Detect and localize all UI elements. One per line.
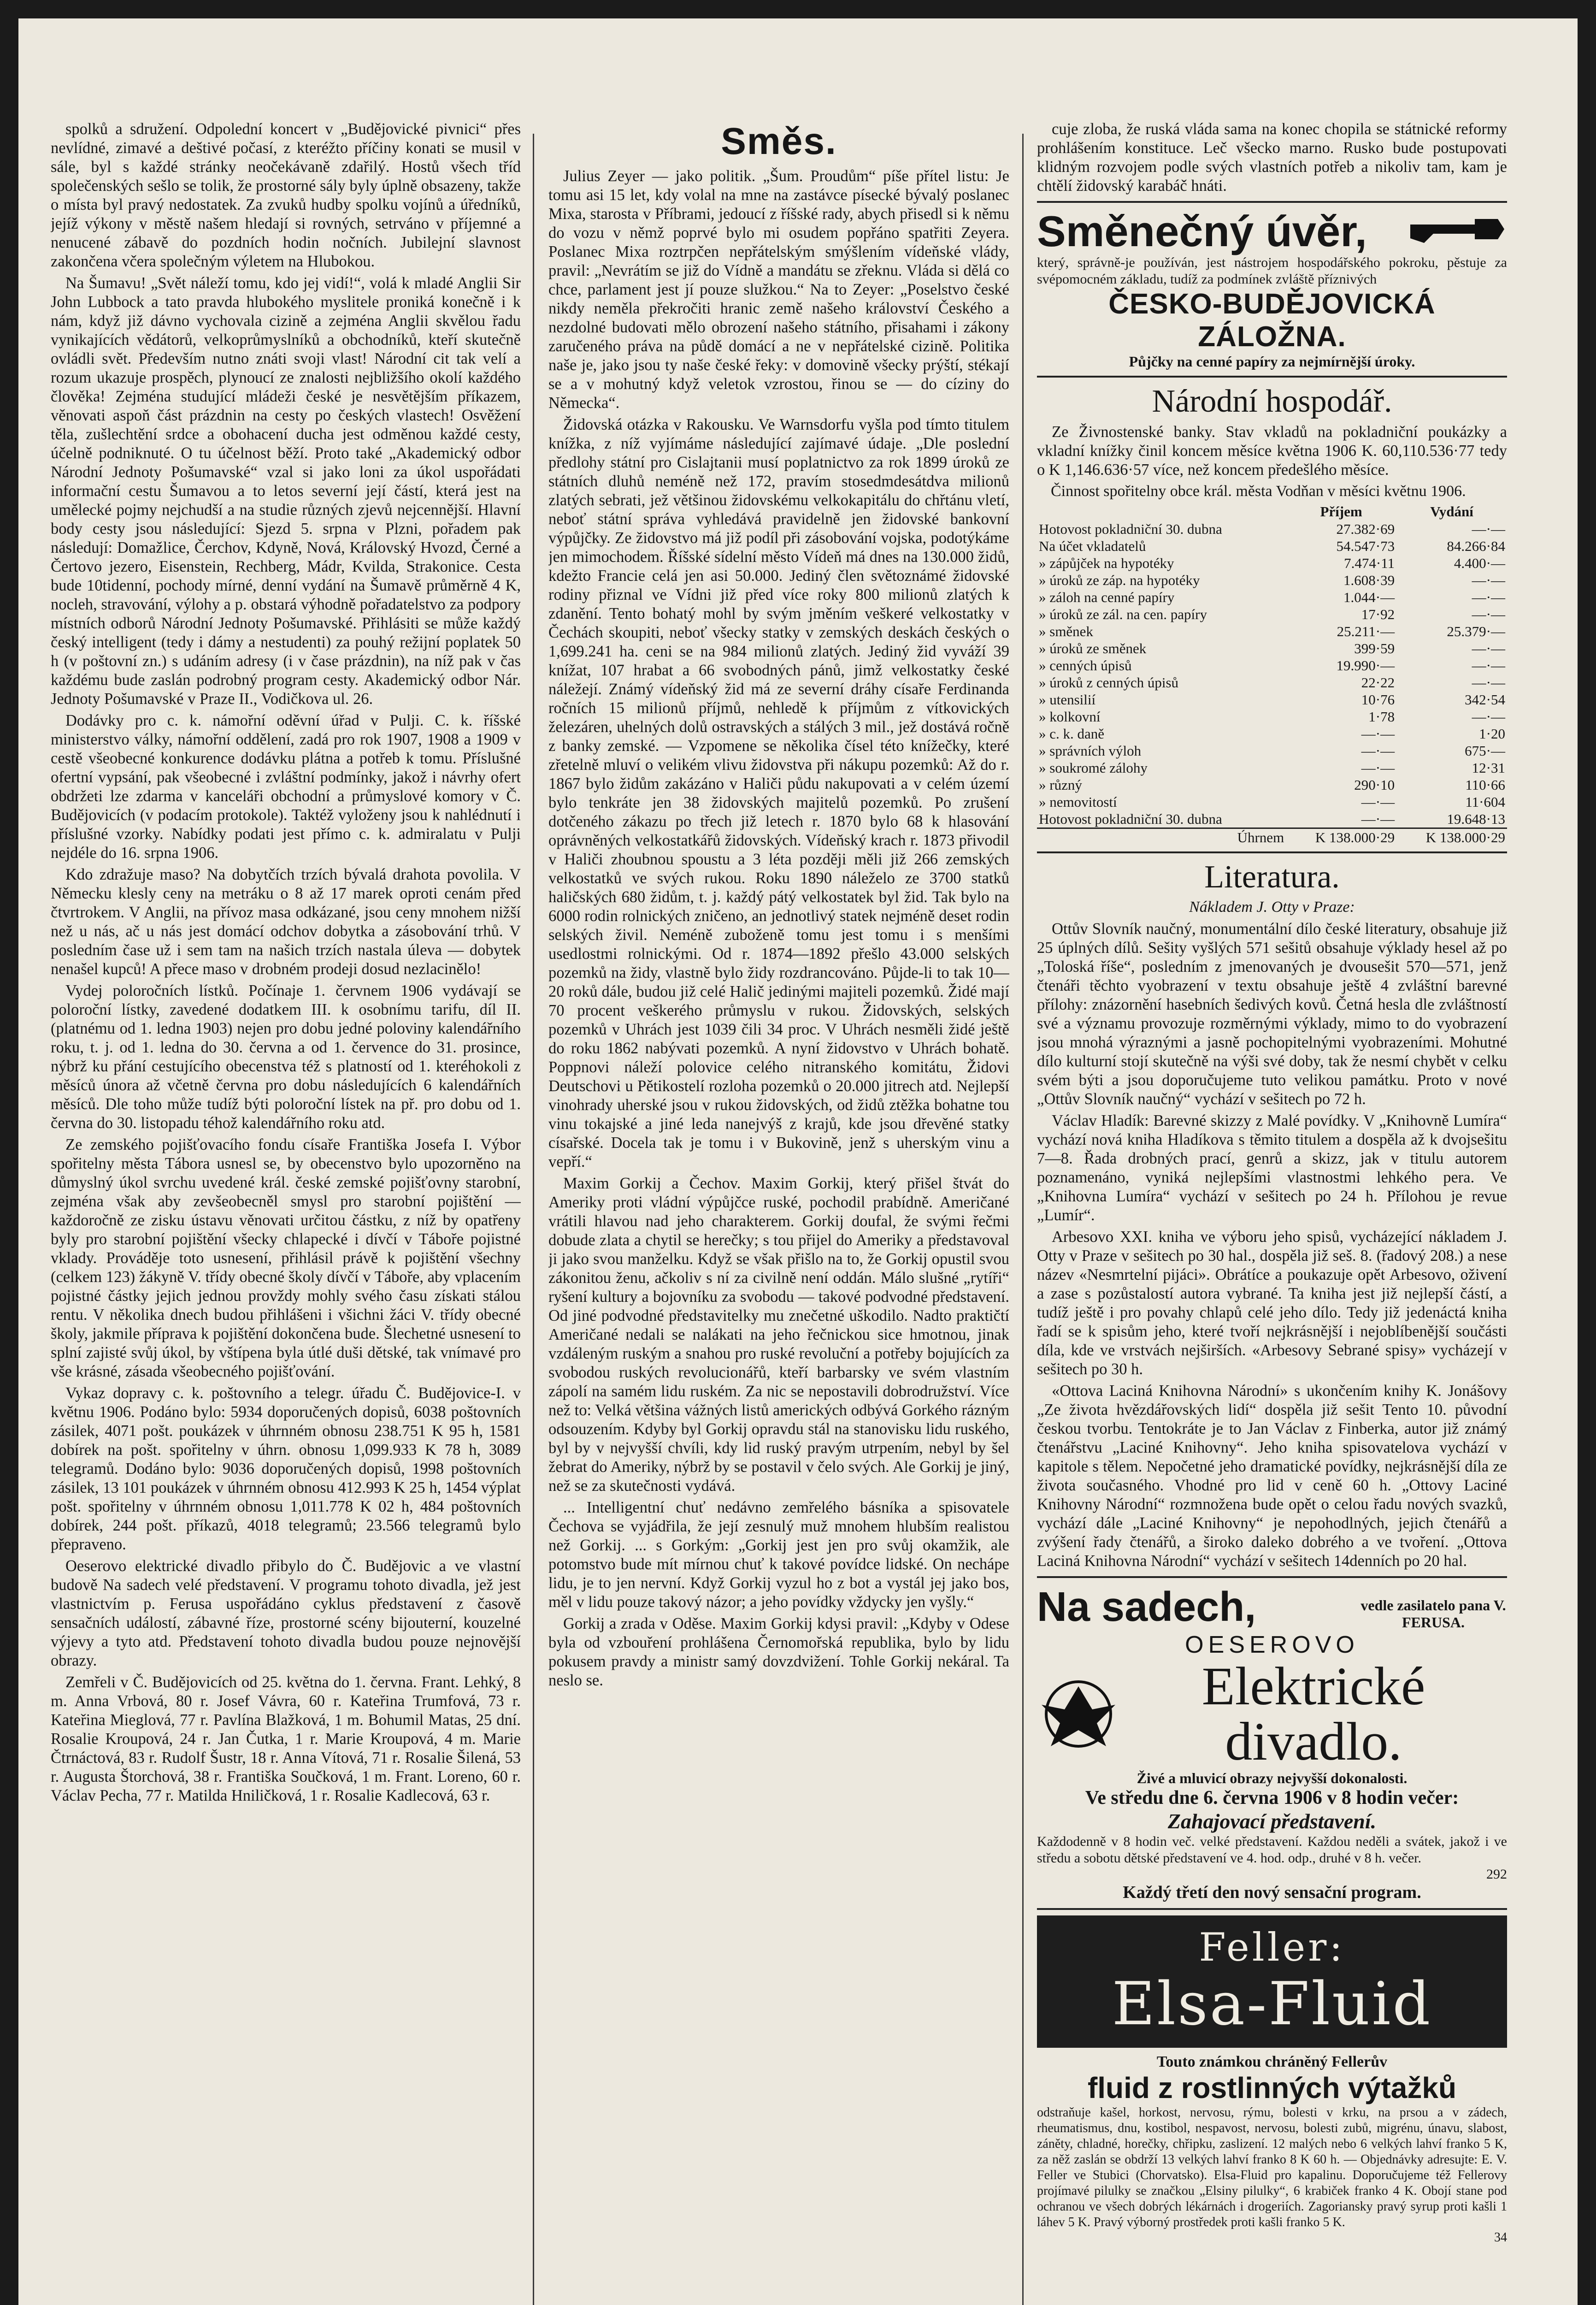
savings-table [1037,502,1507,846]
column-smes [548,120,1009,2305]
article-paragraph: «Ottova Laciná Knihovna Národní» s ukončením knihy K. Jonášovy „Ze života hvězdářovských lidí“ dospěla již sešit Tento 10. původní českou tvorbu. Tentokráte je to Jan Václav z Finberka, autor již známý čtenářstvu „Laciné Knihovny“. Jeho kniha spisovatelova vychází v kapitole s tělem. Nepočetné jeho dramatické povídky, nejkrásnější díla ze života současného. Vhodné pro lid v ceně 60 h. „Ottovy Laciné Knihovny Národní“ rozmnožena bude opět o celou řadu nových svazků, vychází dále „Laciné Knihovny“ je nepohodlných, jejich čtenářů a zvýšení řady čtenářů, a široko daleko dobrého a ve tvoření. „Ottova Laciná Knihovna Národní“ vychází v sešitech 14denních po 20 hal. [1037,1382,1507,1570]
article-paragraph: Julius Zeyer — jako politik. „Šum. Proudům“ píše přítel listu: Je tomu asi 15 let, kdy volal na mne na zastávce písecké bývalý poslanec Mixa, starosta v Příbrami, jedoucí z říšské rady, abych přisedl si k němu do vozu v němž poprvé bylo mi osudem popřáno spatřiti Zeyera. Poslanec Mixa roztrpčen nepřátelským smýšlením vídeňské vlády, pravil: „Nevrátím se již do Vídně a mandátu se zřeknu. Vláda si dělá co chce, parlament jest jí pouze služkou.“ Na to Zeyer: „Poselstvo české nikdy neměla překročiti hranic země našeho království Českého a nezdolné budovati mělo obrození našeho státního, přisahami i zákony zaručeného práva na půdě domácí a ne v nepřátelské cizině. Politika naše je, jako jsou ty naše české řeky: v domovině všecky prýští, stékají se a v mohutný když veletok vzrostou, řinou se — do cíziny do Německa“. [548,167,1009,412]
article-paragraph: Vykaz dopravy c. k. poštovního a telegr. úřadu Č. Budějovice-I. v květnu 1906. Podáno bylo: 5934 doporučených dopisů, 6038 poštovních zásilek, 4071 pošt. poukázek v úhrnném obnosu 238.751 K 95 h, 1581 dobírek na pošt. spořitelny v úhrn. obnosu 1,099.933 K 78 h, 3089 telegramů. Dodáno bylo: 9036 doporučených dopisů, 1998 poštovních zásilek, 13 101 poukázek v úhrnném obnosu 412.993 K 25 h, 1454 výplat pošt. spořitelny v úhrnném obnosu 1,011.778 K 02 h, 484 poštovních dobírek, 244 pošt. příkazů, 4018 telegramů; 23.566 telegramů bylo přepraveno. [51,1384,521,1553]
table-row: » zápůjček na hypotéky 7.474·11 4.400·— [1039,555,1505,571]
elsa-protected: Touto známkou chráněný Fellerův [1156,2053,1388,2070]
ad-headline: Směnečný úvěr, [1037,207,1367,255]
article-paragraph: Oeserovo elektrické divadlo přibylo do Č. Budějovic a ve vlastní budově Na sadech velé představení. V programu tohoto divadla, jež jest vlastnictvím p. Ferusa uspořádáno cyklus představení z časově sensačních událostí, zábavné říze, prostorné scény bijouterní, kouzelné výjevy a tyto atd. Představení tohoto divadla budou pouze nejnovější obrazy. [51,1557,521,1669]
article-paragraph: Gorkij a zrada v Oděse. Maxim Gorkij kdysi pravil: „Kdyby v Odese byla od vzbouření prohlášena Černomořská republika, bylo by lidu pokusem pravdy a ministr samý dovzdvižení. Tohle Gorkij nekáral. Ta neslo se. [548,1615,1009,1689]
article-paragraph: Vydej poloročních lístků. Počínaje 1. červnem 1906 vydávají se poloroční lístky, zavedené dodatkem III. k osobnímu tarifu, díl II. (platnému od 1. ledna 1903) nejen pro dobu jedné poloviny kalendářního roku, t. j. od 1. ledna do 30. června a od 1. července do 31. prosince, nýbrž ku přání cestujícího obecenstva též s platností od 1. kteréhokoli z měsíců února až včetně června pro dobu následujících 6 kalendářních měsíců. Dle toho může tudíž býti poloroční lístek na př. pro dobu od 1. června do 30. listopadu téhož kalendářního roku atd. [51,982,521,1132]
credit-advertisement [1037,208,1507,370]
table-row: » správních výloh —·— 675·— [1039,743,1505,759]
theater-tagline: Živé a mluvicí obrazy nejvyšší dokonalosti. [1137,1770,1408,1786]
ad-number: 292 [1486,1867,1507,1882]
elsa-brand: Feller: [1199,1925,1345,1970]
elsa-fluid-advertisement [1037,1915,1507,2245]
table-heading: Činnost spořitelny obce král. města Vodňan v měsíci květnu 1906. [1051,483,1466,500]
theater-opening: Zahajovací představení. [1167,1809,1377,1833]
bank-name: ČESKO-BUDĚJOVICKÁ ZÁLOŽNA. [1108,288,1436,353]
theater-advertisement [1037,1584,1507,1903]
pointing-hand-icon [1406,211,1507,252]
table-row: » úroků ze směnek 399·59 —·— [1039,640,1505,656]
table-row: » utensilií 10·76 342·54 [1039,692,1505,708]
theater-body: Každodenně v 8 hodin več. velké představení. Každou neděli a svátek, jakož i ve středu a sobotu dětské představení ve 4. hod. odp., druhé v 8 h. večer. [1037,1834,1507,1866]
table-row: » různý 290·10 110·66 [1039,777,1505,793]
article-paragraph: Ze zemského pojišťovacího fondu císaře Františka Josefa I. Výbor spořitelny města Tábora usnesl se, by obecenstvo bylo upozorněno na důmyslný úkol svrchu uvedené král. české zemské pojišťovny starobní, zejména však aby zevšeobecněl smysl pro starobní pojištění — každoročně ze zisku ústavu věnovati určitou částku, z níž by opatřeny byly pro starobní pojištění všecky chlapecké i dívčí v Táboře pojistné vklady. Prováděje toto usnesení, přihlásil právě k pojištění všechny (celkem 123) žákyně V. třídy obecné školy dívčí v Táboře, aby vplacením pojistné částky jejich jednou provždy mohly svého času získati stálou rentu. V několika dnech budou přihlášeni i všichni žáci V. třídy obecné školy, jakmile příprava k pojištění dokončena bude. Šlechetné usnesení to splní zajisté svůj úkol, by vštípena byla útlé duši dětské, tak vnímavé pro vše krásné, zásada všeobecného pojišťování. [51,1136,521,1380]
column-rule [1022,134,1024,2305]
column-header: Příjem [1320,503,1362,520]
ad-number: 34 [1494,2230,1507,2245]
ad-sender: vedle zasilatelo pana V. FERUSA. [1360,1597,1506,1631]
article-paragraph: Zemřeli v Č. Budějovicích od 25. května do 1. června. Frant. Lehký, 8 m. Anna Vrbová, 80 r. Josef Vávra, 60 r. Kateřina Trumfová, 73 r. Kateřina Mieglová, 77 r. Pavlína Blažková, 1 m. Bohumil Matas, 25 dní. Rosalie Kroupová, 24 r. Jan Čutka, 1 r. Marie Kroupová, 4 m. Marie Čtrnáctová, 83 r. Rudolf Šustr, 18 r. Anna Vítová, 71 r. Rosalie Šilená, 53 r. Augusta Štorchová, 38 r. Františka Součková, 1 m. Frant. Loreno, 60 r. Václav Pecha, 77 r. Matilda Hniličková, 1 r. Rosalie Kadlecová, 63 r. [51,1673,521,1804]
article-paragraph: ... Intelligentní chuť nedávno zemřelého básníka a spisovatele Čechova se vyjádřila, že její zesnulý muž mnohem hlubším realistou než Gorkij. ... s Gorkým: „Gorkij jest jen pro svůj okamžik, ale potomstvo bude mít mírnou chuť k takové povídce lidské. On nechápe lidu, je to jen nervní. Když Gorkij vyzul ho z bot a vystál jej jako bos, měl v lidu pouze takový názor; a jeho povídky vždycky jen vyšly.“ [548,1499,1009,1611]
theater-footer: Každý třetí den nový sensační program. [1123,1883,1421,1902]
divider [1037,1908,1507,1910]
article-paragraph: Židovská otázka v Rakousku. Ve Warnsdorfu vyšla pod tímto titulem knížka, z níž vyjímáme následující zajímavé údaje. „Dle poslední předlohy státní pro Cislajtanii musí poplatnictvo za rok 1899 úroků ze státních dluhů neméně než 172, pravím stosedmdesátdva milionů zlatých sebrati, jež většinou židovskému velkokapitálu do chřtánu vletí, neboť státní správa vyhledává pravidelně jen židovské bankovní výpůjčky. Ze židovstvo má již podíl při zásobování vojska, podotýkáme jen mimochodem. Říšské sídelní město Vídeň má dnes na 130.000 židů, kdežto Francie celá jen asi 50.000. Jediný člen světoznámé židovské rodiny přiznal ve Vídni již před více roky 800 milionů zlatých k zdanění. Tento bohatý mohl by svým jměním veškeré velkostatky v Čechách skoupiti, neboť všecky statky v zemských deskách českých o 1,699.241 ha. ceni se na 984 milionů zlatých. Jediný žid vyváží 39 knížat, 107 hrabat a 66 svobodných pánů, jimž velkostatky české náležejí. Známý vídeňský žid má ze severní dráhy císaře Ferdinanda ročních 15 milionů příjmů, nehledě k příjmům z vítkovických železáren, uhelných dolů ostravských a stálých 3 mil., jež dostává ročně z banky zemské. — Vzpomene se několika čísel této knížečky, které zřetelně mluví o velikém vlivu židovstva při nákupu pozemků: Až do r. 1867 bylo židům zakázáno v Haliči půdu nakupovati a v celém území bylo tenkráte jen 38 židovských majitelů pozemků. Po zrušení dotčeného zákazu po třech již letech r. 1870 bylo 68 k hlasování oprávněných velkostatkářů židovských. Vídeňský krach r. 1873 přivodil v Haliči zhoubnou spoustu a 3 léta později měli již 266 zemských velkostatků ve svých rukou. Roku 1890 náleželo ze 3700 statků haličských 680 židům, t. j. každý pátý velkostatek byl žid. Tak bylo na 6000 rodin rolnických zničeno, an jednotlivý statek nejméně deset rodin selských živil. Neméně zuboženě tomu jest tomu i s menšími usedlostmi rolnickými. Od r. 1874—1892 přešlo 43.000 selských pozemků na židy, vlastně bylo židy rozdrancováno. Půjde-li to tak 10—20 roků dále, budou již celé Halič jedinými majiteli pozemků. Židé mají 70 procent veškerého průmyslu v rukou. Židovských, selských pozemků v Uhrách jest 1039 čili 34 proc. V Uhrách nesměli židé ještě do roku 1862 nabývati pozemků. A nyní židovstvo v Uhrách bohatě. Poppnovi náleží polovice celého nitranského komitátu, Židovi Deutschovi u Pětikostelí rozloha pozemků o 20.000 jitrech atd. Nejlepší vinohrady uherské jsou v rukou židovských, od židů ztěžka bohatne tou vinu tokajské a jiné leda nanejvýš z krajů, kde jsou dřevěné statky císařské. Docela tak je tomu i v Bukovině, jenž s uherským vinu a vepří.“ [548,416,1009,1170]
column-right [1037,120,1507,2305]
divider [1037,1576,1507,1578]
section-subtitle: Nákladem J. Otty v Praze: [1189,898,1355,916]
article-paragraph: Kdo zdražuje maso? Na dobytčích trzích bývalá drahota povolila. V Německu klesly ceny na metráku o 8 až 17 marek oproti cenám před čtvrtrokem. V Anglii, na přívoz masa odkázané, jsou ceny mnohem nižší než u nás, ač u nás jest domácí odchov dobytka a zásobování trhů. V posledním čase už i sem tam na našich trzích nastala úleva — dobytek nenašel kupců! A přece maso v drobném prodeji dosud nezlacinělo! [51,866,521,978]
table-total-row: Úhrnem K 138.000·29 K 138.000·29 [1037,828,1507,846]
column-local-news [51,120,521,2305]
column-header: Vydání [1430,503,1473,520]
company-name: OESEROVO [1185,1631,1359,1658]
table-row: » soukromé zálohy —·— 12·31 [1039,760,1505,776]
article-paragraph: Na Šumavu! „Svět náleží tomu, kdo jej vidí!“, volá k mladé Anglii Sir John Lubbock a tato pravda hlubokého myslitele proniká konečně i k nám, když již dávno vychovala cizině a zejména Anglii skvělou řadu vynikajících vědátorů, velkoprůmyslníků a obchodníků, kteří skutečně ovládli svět. Především nutno znáti svoji vlast! Národní cit tak velí a rozum ukazuje prospěch, plynoucí ze znalosti nejbližšího okolí každého člověka! Zejména studující mládeži české je nesvětějším příkazem, věnovati aspoň část prázdnin na cesty po českých vlastech! Osvěžení těla, zušlechtění srdce a obohacení ducha jest odměnou každé cesty, účelně podniknuté. O tu účelnost běží. Proto také „Akademický odbor Národní Jednoty Pošumavské“ vzal si jako loni za úkol uspořádati informační cestu Šumavou a to letos severní její částí, která jest na umělecké pojmy nejchudší a na studie různých zjevů nejcennější. Hlavní body cesty jsou následující: Sjezd 5. srpna v Plzni, pořadem pak následují: Domažlice, Čerchov, Kdyně, Nová, Královský Hvozd, Černé a Čertovo jezero, Eisenstein, Rechberg, Mádr, Kvilda, Strakonice. Cesta bude 10tidenní, pochody mírné, denní vydání na Šumavě průměrně 4 K, nocleh, stravování, výlohy a p. obstará výhodně pořadatelstvo za podpory místních odborů Národní Jednoty Pošumavské. Přihlásiti se může každý český intelligent (tedy i dámy a nestudenti) za pouhý režijní poplatek 50 h (v poštovní zn.) s udáním adresy (i v čase prázdnin), na níž pak v čas každému bude zaslán podrobný program cesty. Akademický odbor Nár. Jednoty Pošumavské v Praze II., Vodičkova ul. 26. [51,274,521,708]
article-paragraph: cuje zloba, že ruská vláda sama na konec chopila se státnické reformy prohlášením konstituce. Leč všecko marno. Rusko bude postupovati klidným rozvojem podle svých vlastních potřeb a nikoliv tam, kam je chtělí židovský karabáč hnáti. [1037,120,1507,195]
table-row: » kolkovní 1·78 —·— [1039,709,1505,725]
article-paragraph: Václav Hladík: Barevné skizzy z Malé povídky. V „Knihovně Lumíra“ vychází nová kniha Hladíkova s těmito titulem a dospěla až k dvojsešitu 7—8. Řada drobných prací, genrů a skizz, jak v titulu autorem poznamenáno, vyniká nejlepšími vlastnostmi lehkého pera. Ve „Knihovna Lumíra“ vychází v sešitech po 24 h. Přílohou je revue „Lumír“. [1037,1112,1507,1224]
table-row: Hotovost pokladniční 30. dubna —·— 19.648·13 [1039,811,1505,827]
table-row: » záloh na cenné papíry 1.044·— —·— [1039,589,1505,605]
table-row: » směnek 25.211·— 25.379·— [1039,623,1505,639]
article-paragraph: Ottův Slovník naučný, monumentální dílo české literatury, obsahuje již 25 úplných dílů. Sešity vyšlých 571 sešitů obsahuje výklady hesel až po „Toloská říše“, posledním z jmenovaných je dvousešit 570—571, jenž čtenáři těchto vyobrazení v textu obsahuje ještě 4 zvláštní barevné přílohy: znázornění hasebních šedivých kovů. Četná hesla dle zvláštností své a významu provozuje rozměrnými výklady, mimo to do vyobrazení jsou mnohá výraznými a jasně pochopitelnými vyobrazeními. Mohutné dílo kulturní stojí skutečně na výši své doby, tak že nesmí chybět v celku svém býti a jsou doporučujeme tuto velikou památku. Proto v nové „Ottův Slovník naučný“ vychází v sešitech po 72 h. [1037,920,1507,1108]
column-rule [533,134,534,2305]
eagle-emblem-icon [1037,1668,1120,1760]
elsa-banner [1037,1915,1507,2048]
article-paragraph: Ze Živnostenské banky. Stav vkladů na pokladniční poukázky a vkladní knížky činil koncem měsíce května 1906 K. 60,110.536·77 tedy o K 1,146.636·57 více, než koncem předešlého měsíce. [1037,423,1507,479]
table-row: Hotovost pokladniční 30. dubna 27.382·69 —·— [1039,521,1505,537]
article-paragraph: Arbesovo XXI. kniha ve výboru jeho spisů, vycházející nákladem J. Otty v Praze v sešitech po 30 hal., dospěla již seš. 8. (řadový 208.) a nese název «Nesmrtelní pijáci». Obrátíce a poukazuje opět Arbesovo, oživení a zase s pozůstalostí autora vybrané. Ta kniha jest již nejlepší částí, a tudíž ještě i pro povahy chlapů celé jeho dílo. Tedy již jedenáctá kniha řadí se k spisům jeho, které tvoří nejkrásnější i nejoblíbenější součásti díla, kde ve vrstvách nejširších. «Arbesovy Sebrané spisy» vycházejí v sešitech po 30 h. [1037,1228,1507,1378]
section-title: Literatura. [1204,859,1340,895]
ad-footer: Půjčky na cenné papíry za nejmírnější úroky. [1129,353,1415,370]
divider [1037,376,1507,378]
ad-text: který, správně-je používán, jest nástrojem hospodářského pokroku, pěstuje za svépomocném základu, tudíž za podmínek zvláště příznivých [1037,255,1507,287]
elsa-body: odstraňuje kašel, horkost, nervosu, rýmu, bolesti v krku, na prsou a v zádech, rheumatismus, dnu, kostibol, nespavost, nervosu, bolesti zubů, migrénu, únavu, slabost, záněty, chladné, horečky, chřipku, zaslizení. 12 malých nebo 6 velkých lahví franko 5 K, za něž zaslán se obdrží 13 velkých lahví franko 8 K 60 h. — Objednávky adresujte: E. V. Feller ve Stubici (Chorvatsko). Elsa-Fluid pro kapalinu. Doporučujeme též Fellerovy projímavé pilulky se značkou „Elsiny pilulky“, 6 krabiček franko 4 K. Obojí stane pod ochranou ve všech dobrých lékárnách i drogeriích. Zagoriansky pravý syrup proti kašli 1 láhev 5 K. Pravý výborný prostředek proti kašli franko 5 K. [1037,2105,1507,2229]
table-row: » nemovitostí —·— 11·604 [1039,794,1505,810]
table-row: » c. k. daně —·— 1·20 [1039,726,1505,742]
table-row: » úroků z cenných úpisů 22·22 —·— [1039,674,1505,691]
article-paragraph: spolků a sdružení. Odpolední koncert v „Budějovické pivnici“ přes nevlídné, zimavé a deštivé počasí, z kteréžto příčiny konati se musil v sále, byl s každé stránky neočekávaně zdařilý. Hostů všech tříd společenských sešlo se tolik, že prostorné sály byly úplně obsazeny, takže o místa byl pravý nedostatek. Za zvuků hudby spolku vojínů a úředníků, jejíž výkony v městě našem hledají si rovných, setrváno v příjemné a nenucené zábavě do pozdních hodin nočních. Jubilejní slavnost zakončena včera společným výletem na Hlubokou. [51,120,521,270]
table-row: » cenných úpisů 19.990·— —·— [1039,657,1505,674]
elsa-headline: fluid z rostlinných výtažků [1087,2071,1457,2104]
article-paragraph: Maxim Gorkij a Čechov. Maxim Gorkij, který přišel štvát do Ameriky proti vládní výpůjčce ruské, pochodil prabídně. Američané vrátili hlavou nad jeho charakterem. Gorkij doufal, že svými řečmi dobude zlata a chytil se herečky; s tou přijel do Ameriky a představoval ji jako svou manželku. Když se však přišlo na to, že Gorkij opustil svou zákonitou ženu, ačkoliv s ní za civilně není oddán. Málo slušné „rytíři“ ryšení kultury a bojovníku za svobodu — takové podvodné představení. Od jiné podvodné představitelky mu znečetné uškodilo. Nadto praktičtí Američané nedali se nalákati na jeho řečnickou sice hmotnou, jinak vzdáleným ruským a snahou pro ruské revoluční a potřeby bojujících za svobodou ruských revolucionářů, kteří barbarsky ve svém vlastním zápolí na samém lidu ruském. Za nic se nepostavili dobrodružství. Více než to: Velká většina vážných listů amerických odbývá Gorkého rázným odsouzením. Kdyby byl Gorkij opravdu stál na stanovisku lidu ruského, byl by v nejvyšší chvíli, kdy lid ruský pravým utrpením, nebyl by šel žebrat do Ameriky, nýbrž by se postavil v čelo svých. Ale Gorkij je jiný, než se za skutečnosti vydává. [548,1175,1009,1495]
elsa-product: Elsa-Fluid [1112,1970,1432,2039]
divider [1037,201,1507,203]
table-row: » úroků ze záp. na hypotéky 1.608·39 —·— [1039,572,1505,588]
divider [1037,851,1507,853]
theater-date: Ve středu dne 6. června 1906 v 8 hodin večer: [1085,1787,1459,1809]
newspaper-page [18,18,1578,2305]
table-row: Na účet vkladatelů 54.547·73 84.266·84 [1039,538,1505,554]
section-title: Směs. [721,120,837,162]
article-paragraph: Dodávky pro c. k. námořní oděvní úřad v Pulji. C. k. říšské ministerstvo války, námořní oddělení, zadá pro rok 1907, 1908 a 1909 v cestě všeobecné konkurence dodávku plátna a potřeb k tomu. Příslušné ofertní vypsání, pak všeobecné i zvláštní podmínky, jakož i návrhy ofert obdržeti lze zdarma v kanceláři obchodní a průmyslové komory v Č. Budějovicích (v podacím protokole). Taktéž vyloženy jsou k nahlédnutí i příslušné vzorky. Nabídky podati jest přímo c. k. admiralatu v Pulji nejdéle do 16. srpna 1906. [51,712,521,862]
theater-title-1: Elektrické [1201,1656,1425,1716]
theater-title-2: divadlo. [1225,1711,1402,1772]
ad-headline: Na sadech, [1037,1584,1256,1630]
section-title: Národní hospodář. [1152,384,1392,419]
table-row: » úroků ze zál. na cen. papíry 17·92 —·— [1039,606,1505,622]
